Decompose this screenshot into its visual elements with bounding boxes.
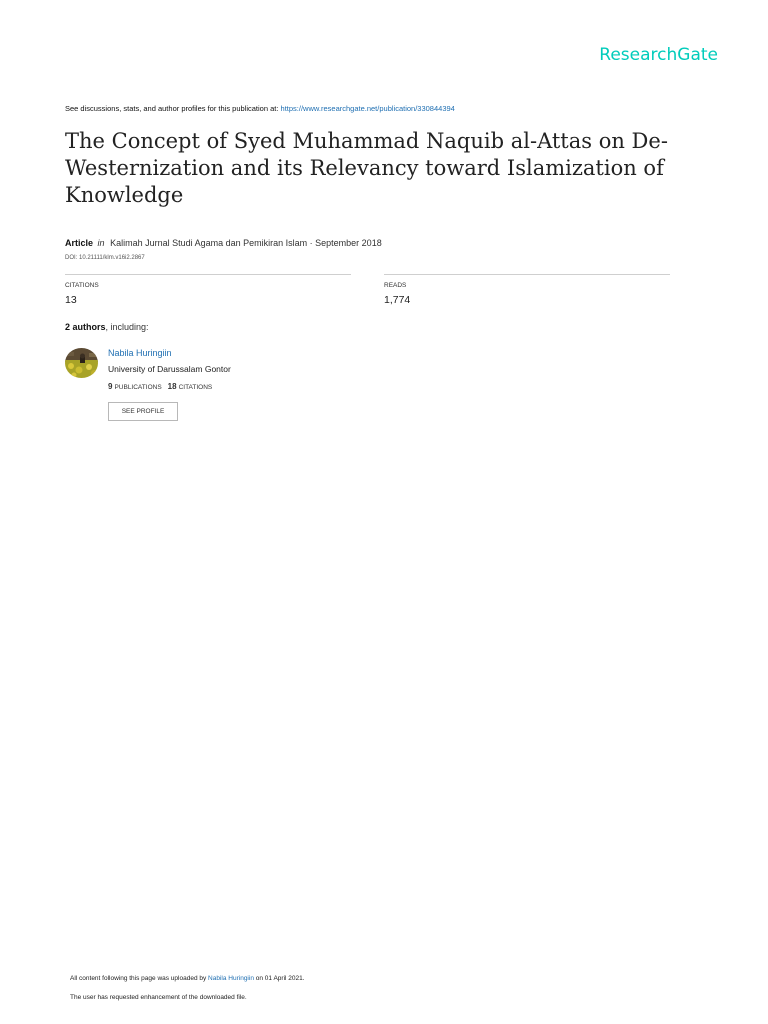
citations-divider [65, 274, 351, 275]
citations-label: CITATIONS [65, 282, 99, 289]
enhancement-notice: The user has requested enhancement of the downloaded file. [70, 994, 247, 1001]
publication-url-link[interactable]: https://www.researchgate.net/publication/330844394 [280, 104, 455, 113]
reads-divider [384, 274, 670, 275]
author-institution: University of Darussalam Gontor [108, 364, 231, 374]
author-name-link[interactable]: Nabila Huringiin [108, 348, 172, 358]
upload-prefix: All content following this page was uploaded by [70, 975, 207, 982]
paper-title: The Concept of Syed Muhammad Naquib al-Attas on De-Westernization and its Relevancy toward Islamization of Knowledge [65, 129, 668, 207]
citations-value: 13 [65, 294, 77, 306]
authors-including: , including: [105, 322, 149, 332]
author-publications-label: PUBLICATIONS [114, 384, 162, 391]
uploader-link[interactable]: Nabila Huringiin [208, 975, 254, 982]
author-citations-label: CITATIONS [178, 384, 213, 391]
authors-count: 2 authors [65, 322, 106, 332]
upload-notice [70, 975, 305, 982]
see-discussions-text: See discussions, stats, and author profiles for this publication at: [65, 104, 279, 113]
venue-date: Kalimah Jurnal Studi Agama dan Pemikiran Islam · September 2018 [110, 238, 382, 248]
publication-link-line [65, 104, 455, 113]
in-label: in [97, 238, 105, 248]
see-profile-button[interactable]: SEE PROFILE [108, 402, 178, 421]
author-stats [108, 382, 212, 391]
reads-label: READS [384, 282, 407, 289]
article-info-line [65, 238, 382, 248]
reads-value: 1,774 [384, 294, 411, 306]
upload-suffix: on 01 April 2021. [255, 975, 305, 982]
author-avatar-image [65, 348, 98, 378]
researchgate-logo: ResearchGate [599, 45, 718, 65]
author-publications-count: 9 [108, 382, 113, 391]
author-avatar[interactable] [65, 348, 98, 378]
doi-text: DOI: 10.21111/klm.v16i2.2867 [65, 255, 145, 261]
article-type: Article [65, 238, 94, 248]
author-citations-count: 18 [167, 382, 177, 391]
authors-summary [65, 322, 149, 332]
